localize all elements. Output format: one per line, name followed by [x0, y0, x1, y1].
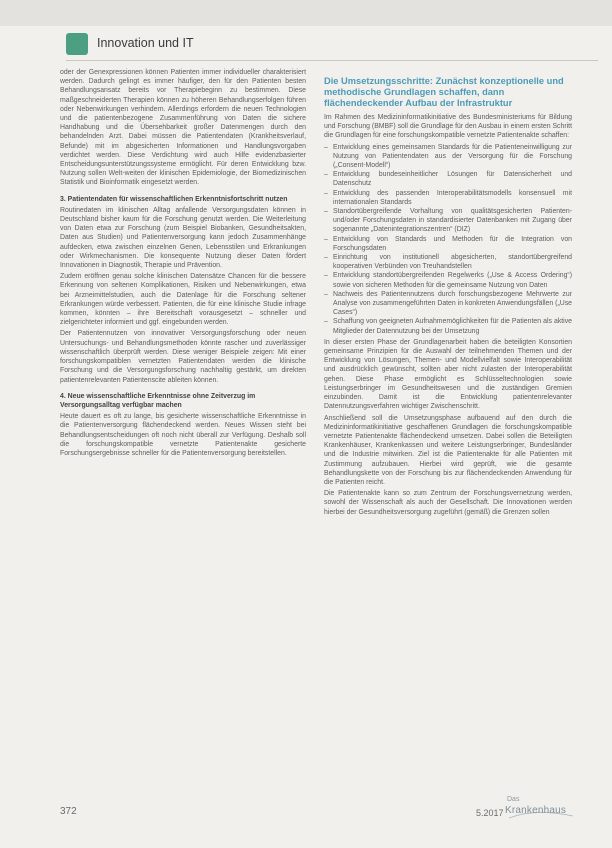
right-column	[324, 68, 572, 519]
logo-main-text: Krankenhaus	[505, 805, 567, 816]
list-item: – Standortübergreifende Vorhaltung von qualitätsgesicherten Patienten- und/oder Forschungsdaten in standardisierter Datenbanken mit Zugang über sogenannte „Datenintegrationszentren“ (DIZ)	[324, 207, 572, 235]
body-paragraph: Routinedaten im klinischen Alltag anfallende Versorgungsdaten können in Deutschland bisher kaum für die Forschung genutzt werden. Die Weiterleitung von Daten etwa zur Forschung (zum Beispiel Biobanken, Gesundheitsakten, Daten aus Studien) und Patientenversorgung kann jedoch Zusammenhänge aufdecken, etwa zwischen einzelnen Genen, Lebensstilen und Erkrankungen oder Wirkmechanismen. Die konsequente Nutzung dieser Daten fördert Innovationen in Diagnostik, Therapie und Prävention.	[60, 206, 306, 270]
left-column	[60, 68, 306, 460]
body-paragraph: In dieser ersten Phase der Grundlagenarbeit haben die beteiligten Konsortien gemeinsame Prinzipien für die Auswahl der teilnehmenden Themen und der Entwicklung von Lösungen, Themen- und Modellvielfalt sowie Interoperabilität und ausdrücklich gewünscht, sollten aber nicht zulasten der Interoperabilität gehen. Diese Phase ermöglicht es Schlüsseltechnologien sowie Leistungserbringer im Gesundheitswesen und die zuständigen Gremien einzubinden. Damit ist die Entwicklung patientenrelevanter Datennutzungsverfahren wichtiger Zwischenschritt.	[324, 338, 572, 411]
list-item: – Entwicklung des passenden Interoperabilitätsmodells konsensuell mit internationalen Standards	[324, 189, 572, 207]
body-paragraph: Die Patientenakte kann so zum Zentrum der Forschungsvernetzung werden, sowohl der Wissenschaft als auch der Gesellschaft. Die Innovationen werden hierbei der Gesundheitsversorgung zugeführt (gemäß) die Grenzen sollen	[324, 490, 572, 516]
section-title: Innovation und IT	[97, 36, 194, 50]
logo-small-text: Das	[507, 796, 520, 803]
body-paragraph: Zudem eröffnen genau solche klinischen Datensätze Chancen für die bessere Erkennung von seltenen Komplikationen, Risiken und Nebenwirkungen, etwa bei Arzneimittelstudien, auch die Datenlage für die Forschung seltener Erkrankungen würde verbessert. Patienten, die für eine klinische Studie infrage kommen, könnten – ihre Bereitschaft vorausgesetzt – schneller und zielgerichteter informiert und ggf. eingebunden werden.	[60, 273, 306, 327]
journal-logo	[505, 796, 577, 822]
list-item: – Entwicklung standortübergreifenden Regelwerks („Use & Access Ordering“) sowie von sicheren Methoden für die gemeinsame Nutzung von Daten	[324, 271, 572, 289]
intro-paragraph: Im Rahmen des Medizininformatikinitiative des Bundesministeriums für Bildung und Forschung (BMBF) soll die Grundlage für den Ausbau in einem ersten Schritt die Grundlagen für eine forschungskompatible vernetzte Patientenakte schaffen:	[324, 114, 572, 140]
subheading-4: 4. Neue wissenschaftliche Erkenntnisse ohne Zeitverzug im Versorgungsalltag verfügbar machen	[60, 392, 256, 409]
list-item: – Schaffung von geeigneten Aufnahmemöglichkeiten für die Patienten als aktive Mitglieder der Datennutzung bei der Umsetzung	[324, 317, 572, 335]
body-paragraph: Der Patientennutzen von innovativer Versorgungsforschung oder neuen Untersuchungs- und Behandlungsmethoden könnte rascher und zuverlässiger wissenschaftlich überprüft werden. Diese weniger Beispiele zeigen: Mit einer forschungskompatiblen vernetzten Patientendaten werden die klinische Forschung und die Versorgungsforschung nachhaltig gestärkt, um direkten patientenrelevanten Patientenscite ableiten können.	[60, 330, 306, 384]
list-item: – Entwicklung eines gemeinsamen Standards für die Patienteneinwilligung zur Nutzung von Patientendaten aus der Versorgung für die Forschung („Consent-Modell“)	[324, 143, 572, 171]
steps-list	[324, 143, 572, 336]
body-paragraph: Anschließend soll die Umsetzungsphase aufbauend auf den durch die Medizininformatikinitiative geschaffenen Grundlagen die forschungskompatible vernetzte Patientenakte flächendeckend umsetzen. Dabei sollen die Beteiligten Krankenhäuser, Krankenkassen und weitere Leistungserbringer, Bundesländer und die Industrie mitwirken. Ziel ist die Patientenakte für alle Patienten mit Zustimmung aufzubauen. Hierbei wird geprüft, wie die gesamte Behandlungskette von der Forschung bis zur flächendeckenden Anwendung für die Patienten reicht.	[324, 414, 572, 486]
page-number: 372	[60, 806, 77, 817]
section-heading: Die Umsetzungsschritte: Zunächst konzeptionelle und methodische Grundlagen schaffen, dann flächendeckender Aufbau der Infrastruktur	[324, 76, 564, 108]
list-item: – Nachweis des Patientennutzens durch forschungsbezogene Mehrwerte zur Analyse von zusammengeführten Daten in konkreten Anwendungsfällen („Use Cases“)	[324, 290, 572, 318]
list-item: – Einrichtung von institutionell abgesicherten, standortübergreifend kooperativen Verbünden von Treuhandstellen	[324, 253, 572, 271]
header-divider	[66, 60, 598, 61]
section-color-tab	[66, 33, 88, 55]
scan-top-band	[0, 0, 612, 26]
list-item: – Entwicklung von Standards und Methoden für die Integration von Forschungsdaten	[324, 235, 572, 253]
subheading-3: 3. Patientendaten für wissenschaftlichen Erkenntnisfortschritt nutzen	[60, 195, 288, 203]
list-item: – Entwicklung bundeseinheitlicher Lösungen für Datensicherheit und Datenschutz	[324, 170, 572, 188]
issue-number: 5.2017	[476, 808, 504, 818]
body-paragraph: Heute dauert es oft zu lange, bis gesicherte wissenschaftliche Erkenntnisse in die Patientenversorgung flächendeckend werden. Neues Wissen steht bei Behandlungsentscheidungen oft noch nicht überall zur Verfügung. Deshalb soll die forschungskompatible vernetzte Patientenakte gesicherte Forschungsergebnisse schneller für die Patientenversorgung bereitstellen.	[60, 413, 306, 457]
body-paragraph: oder der Genexpressionen können Patienten immer individueller charakterisiert werden. Dadurch gelingt es immer häufiger, den für den Patienten besten Behandlungsansatz bereits vor Therapiebeginn zu bestimmen. Diese maßgeschneiderten Therapien können zu höheren Behandlungserfolgen führen oder Nebenwirkungen verhindern. Allerdings erfordern die neuen Technologien und die patientenbezogene Zusammenführung von Daten die sichere Handhabung und die Übersehbarkeit großer Datenmengen durch den behandelnden Arzt. Dabei müssen die Patientendaten (Krankheitsverlauf, Befunde) mit im abgesicherten Informationen und Handlungsvorgaben verdichtet werden. Diese Verdichtung wird auch Hilfe evidenzbasierter Entscheidungsunterstützungssysteme ermöglicht. Für deren Entwicklung bzw. Nutzung sollen Welt-weiten der klinischen Epidemiologie, der Biomedizinischen Statistik und Bioinformatik eingesetzt werden.	[60, 69, 306, 187]
